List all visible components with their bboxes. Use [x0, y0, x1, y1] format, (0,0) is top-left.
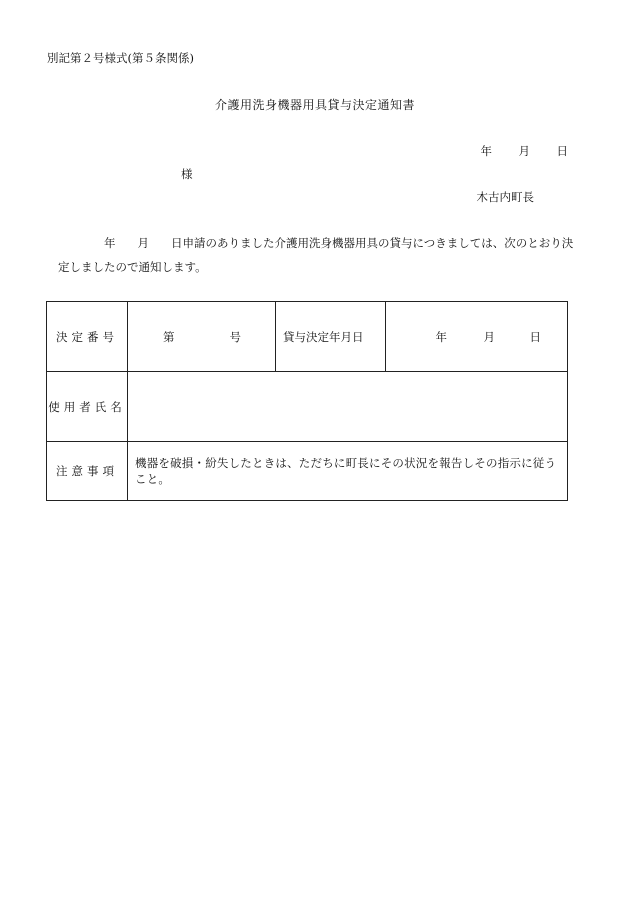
issue-date-day: 日 — [556, 144, 568, 158]
lending-date-day: 日 — [529, 329, 541, 344]
notice-text: 機器を破損・紛失したときは、ただちに町長にその状況を報告しその指示に従うこと。 — [128, 442, 568, 501]
body-text-line2: 定しましたので通知します。 — [58, 260, 207, 274]
issue-date-year: 年 — [480, 144, 492, 158]
user-name-label: 使用者氏名 — [47, 372, 128, 442]
document-title: 介護用洗身機器用具貸与決定通知書 — [214, 98, 415, 112]
lending-date-month: 月 — [483, 329, 495, 344]
form-label: 別記第２号様式(第５条関係) — [47, 51, 194, 65]
issue-date — [481, 146, 569, 158]
lending-date-cell — [386, 302, 568, 372]
decision-number-prefix: 第 — [163, 329, 175, 344]
decision-number-label: 決定番号 — [47, 302, 128, 372]
decision-number-suffix: 号 — [229, 329, 241, 344]
lending-date-label: 貸与決定年月日 — [276, 302, 386, 372]
table-row — [47, 372, 568, 442]
body-rest: 日申請のありました介護用洗身機器用具の貸与につきましては、次のとおり決 — [171, 236, 574, 250]
body-text-line1 — [104, 238, 573, 250]
body-year: 年 — [104, 236, 116, 250]
issue-date-month: 月 — [518, 144, 530, 158]
addressee-suffix: 様 — [181, 167, 193, 181]
body-month: 月 — [137, 236, 149, 250]
notice-label: 注意事項 — [47, 442, 128, 501]
table-row — [47, 302, 568, 372]
decision-number-cell — [128, 302, 276, 372]
decision-table — [46, 301, 568, 501]
issuer-name: 木古内町長 — [476, 190, 534, 204]
lending-date-year: 年 — [435, 329, 447, 344]
user-name-cell — [128, 372, 568, 442]
table-row — [47, 442, 568, 501]
